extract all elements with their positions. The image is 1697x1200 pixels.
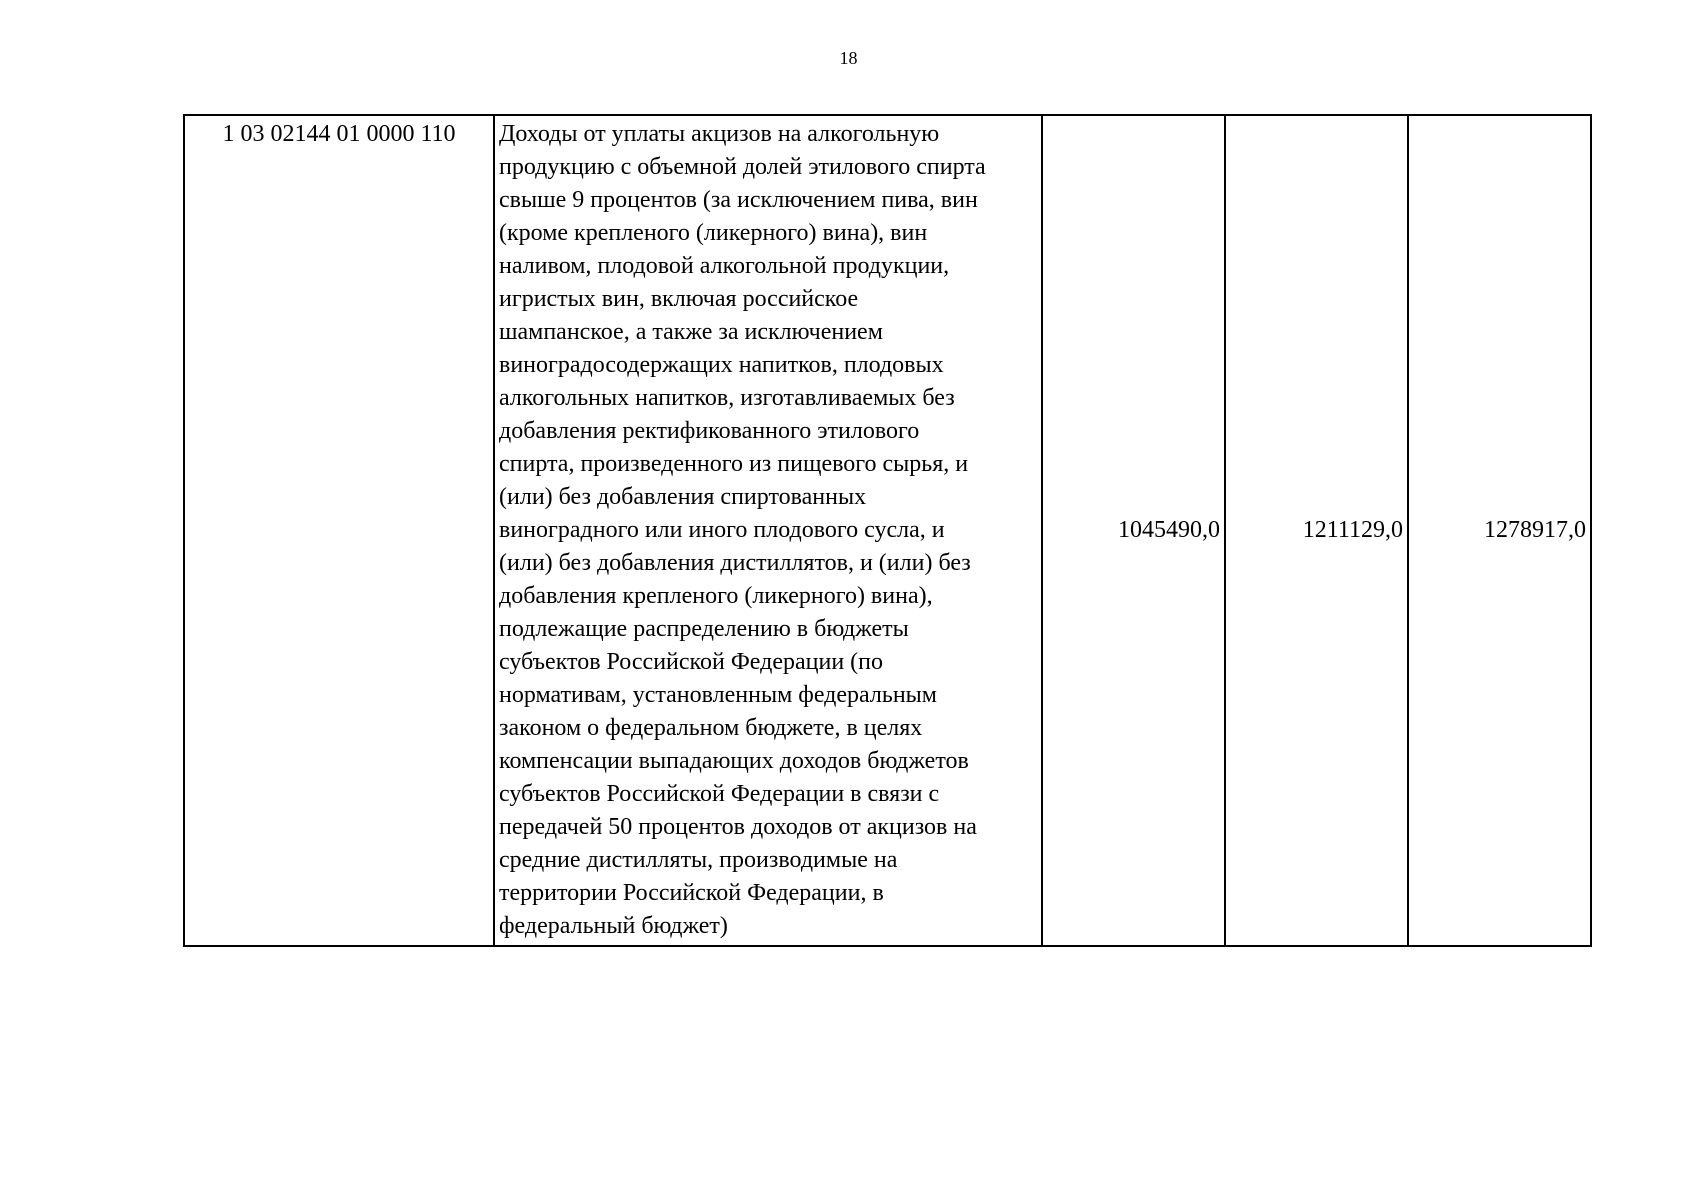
description-line: (кроме крепленого (ликерного) вина), вин [499, 220, 928, 246]
description-line: компенсации выпадающих доходов бюджетов [499, 748, 969, 774]
description-line: свыше 9 процентов (за исключением пива, вин [499, 187, 978, 213]
description-line: передачей 50 процентов доходов от акцизов на [499, 814, 977, 840]
description-line: федеральный бюджет) [499, 913, 728, 939]
description-line: игристых вин, включая российское [499, 286, 859, 312]
description-line: средние дистилляты, производимые на [499, 847, 898, 873]
description-line: нормативам, установленным федеральным [499, 682, 937, 708]
budget-classification-code: 1 03 02144 01 0000 110 [184, 115, 494, 946]
description-line: виноградного или иного плодового сусла, и [499, 517, 945, 543]
amount-year-1: 1045490,0 [1042, 115, 1225, 946]
description-line: подлежащие распределению в бюджеты [499, 616, 909, 642]
description-line: (или) без добавления дистиллятов, и (или) без [499, 550, 971, 576]
description-line: субъектов Российской Федерации (по [499, 649, 883, 675]
amount-year-2: 1211129,0 [1225, 115, 1408, 946]
description-line: алкогольных напитков, изготавливаемых без [499, 385, 955, 411]
description-line: субъектов Российской Федерации в связи с [499, 781, 940, 807]
description-line: добавления крепленого (ликерного) вина), [499, 583, 933, 609]
table-row [184, 115, 1591, 946]
page-number: 18 [839, 48, 858, 68]
revenue-table [183, 114, 1592, 947]
description-line: продукцию с объемной долей этилового спирта [499, 154, 986, 180]
description-line: добавления ректификованного этилового [499, 418, 920, 444]
description-line: шампанское, а также за исключением [499, 319, 883, 345]
description-line: виноградосодержащих напитков, плодовых [499, 352, 944, 378]
revenue-description [494, 115, 1042, 946]
description-line: Доходы от уплаты акцизов на алкогольную [499, 121, 940, 147]
amount-year-3: 1278917,0 [1408, 115, 1591, 946]
description-line: спирта, произведенного из пищевого сырья, и [499, 451, 969, 477]
description-line: наливом, плодовой алкогольной продукции, [499, 253, 950, 279]
description-line: (или) без добавления спиртованных [499, 484, 867, 510]
description-line: территории Российской Федерации, в [499, 880, 884, 906]
description-line: законом о федеральном бюджете, в целях [499, 715, 923, 741]
